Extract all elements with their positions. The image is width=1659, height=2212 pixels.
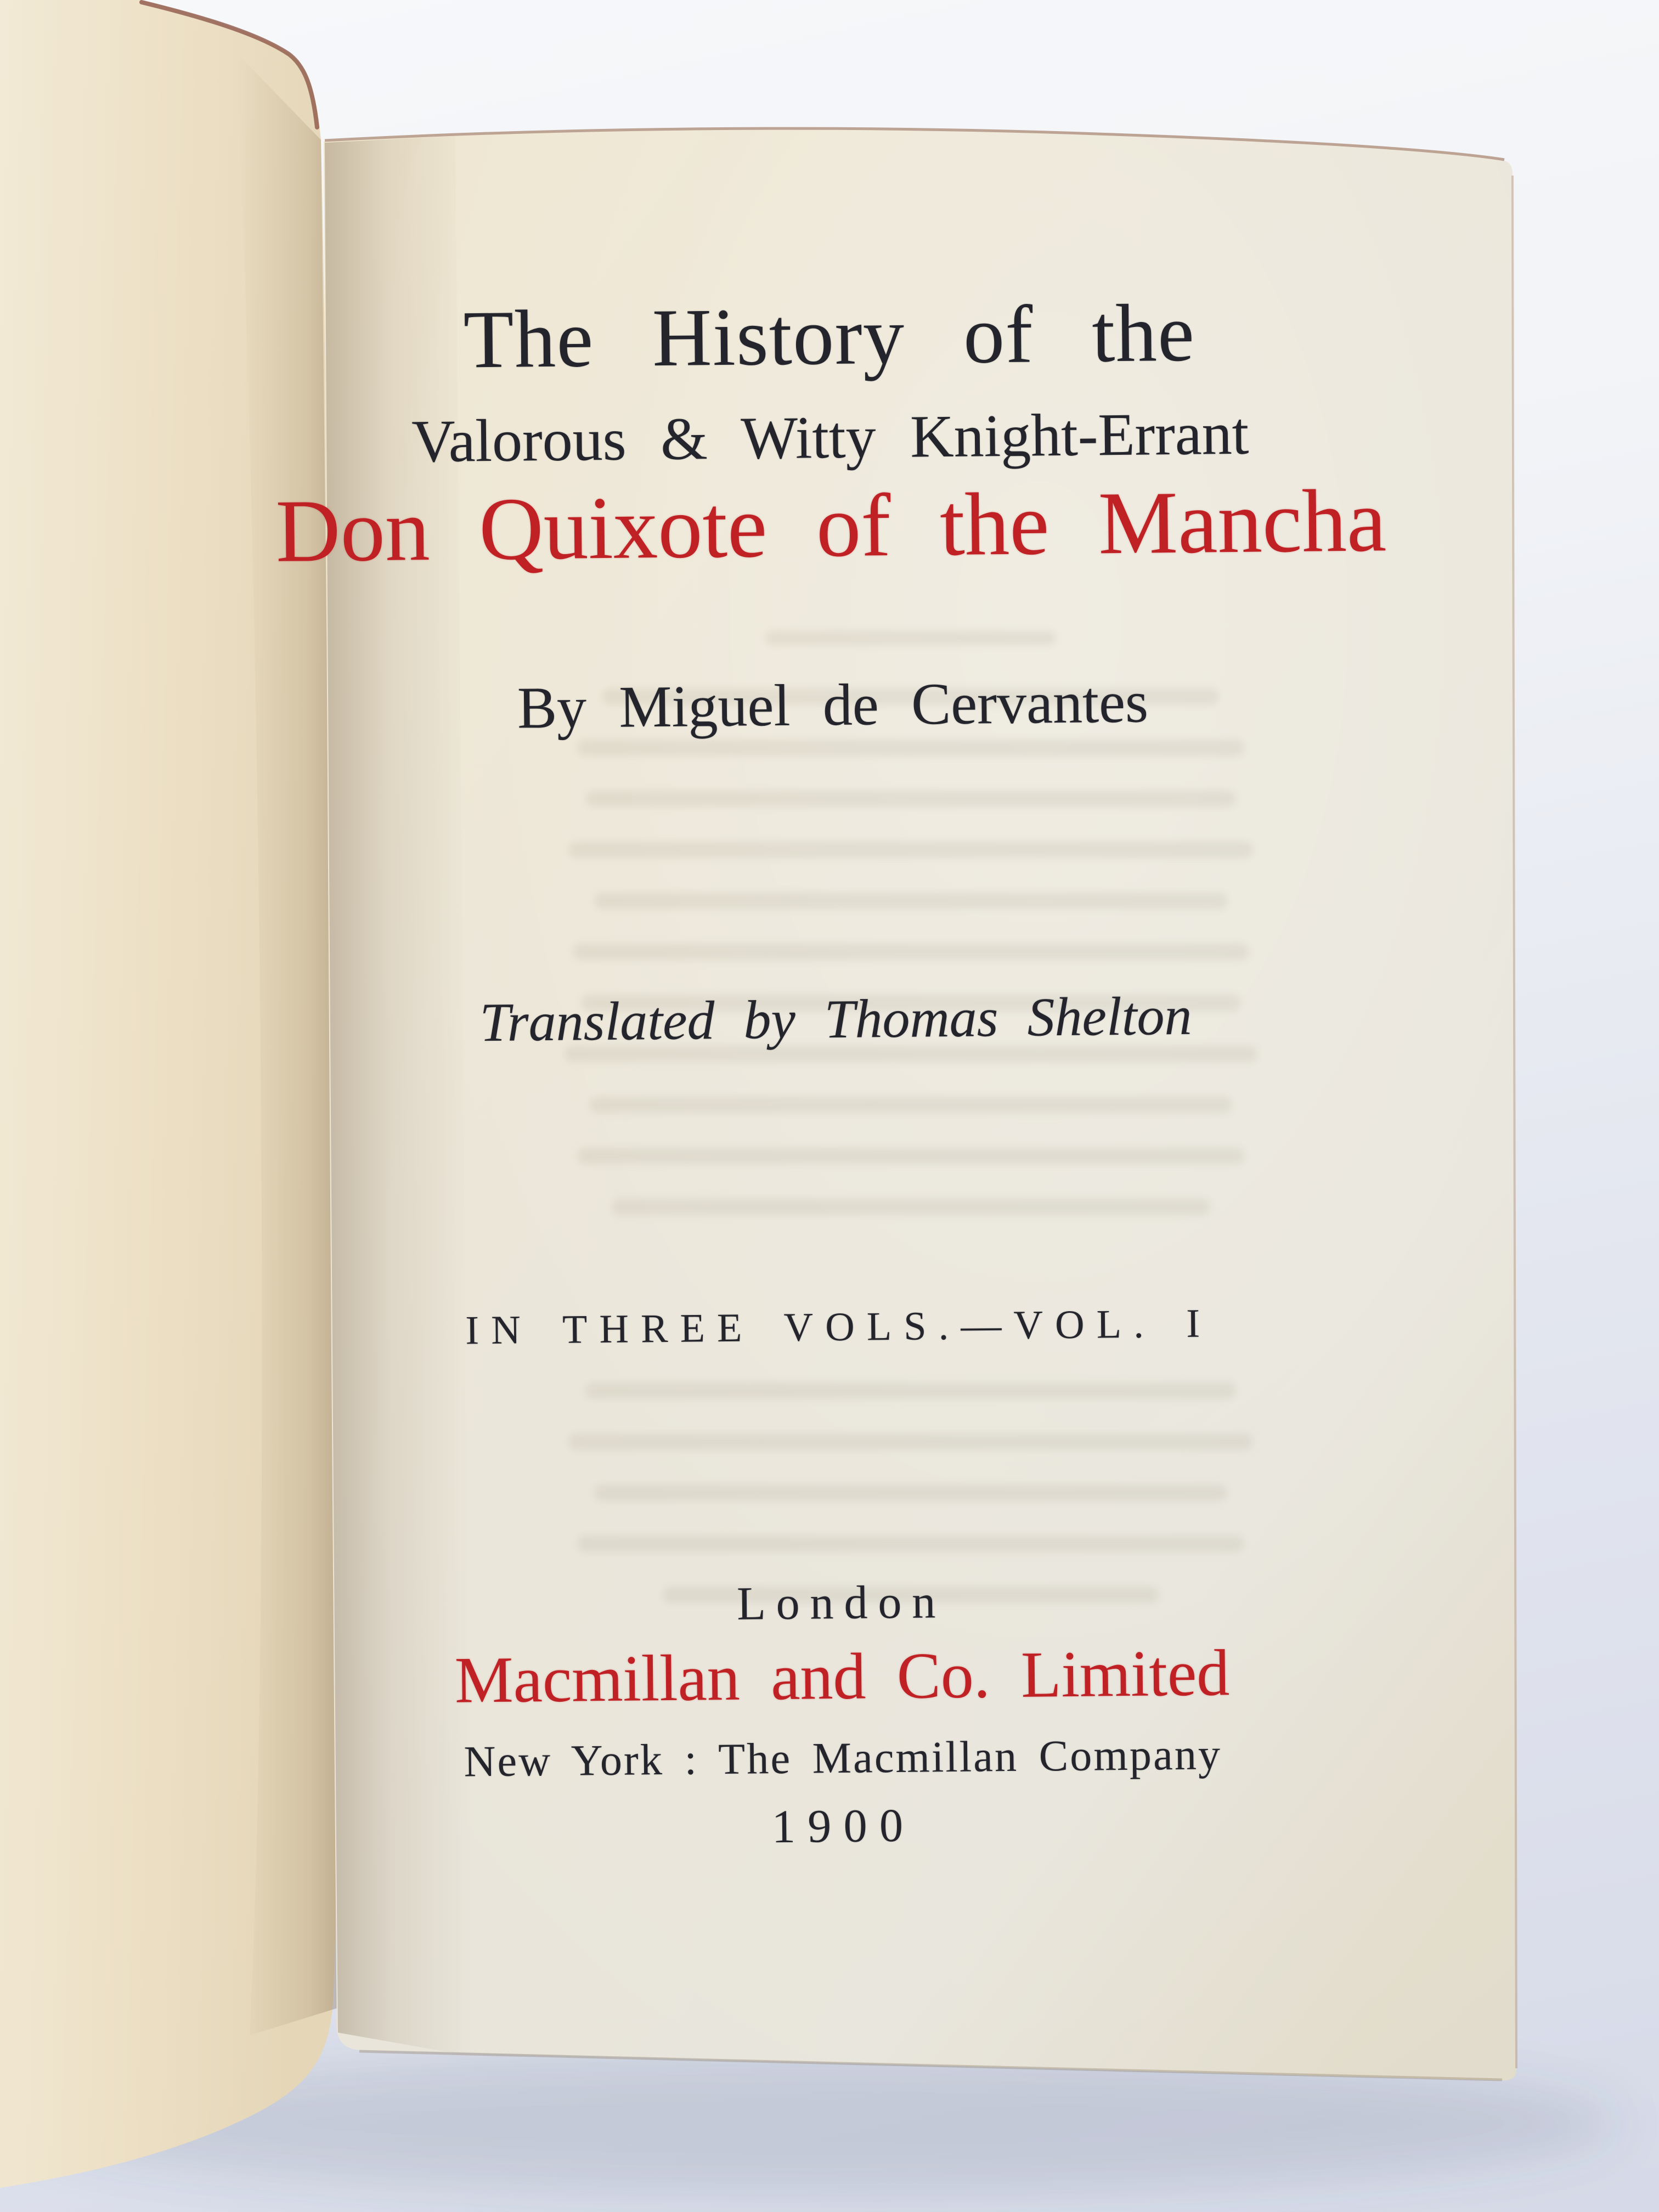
translator-line: Translated by Thomas Shelton [479,985,1192,1053]
volume-statement: IN THREE VOLS.—VOL. I [465,1301,1212,1353]
imprint-city: London [736,1575,946,1630]
main-title: Don Quixote of the Mancha [275,471,1387,581]
series-title-line2: Valorous & Witty Knight-Errant [411,399,1249,475]
imprint-publisher: Macmillan and Co. Limited [454,1636,1230,1717]
imprint-us-publisher: New York : The Macmillan Company [464,1730,1222,1786]
author-line: By Miguel de Cervantes [517,669,1149,741]
series-title-line1: The History of the [463,287,1196,386]
title-page-text [223,0,1451,2212]
imprint-year: 1900 [771,1798,916,1853]
